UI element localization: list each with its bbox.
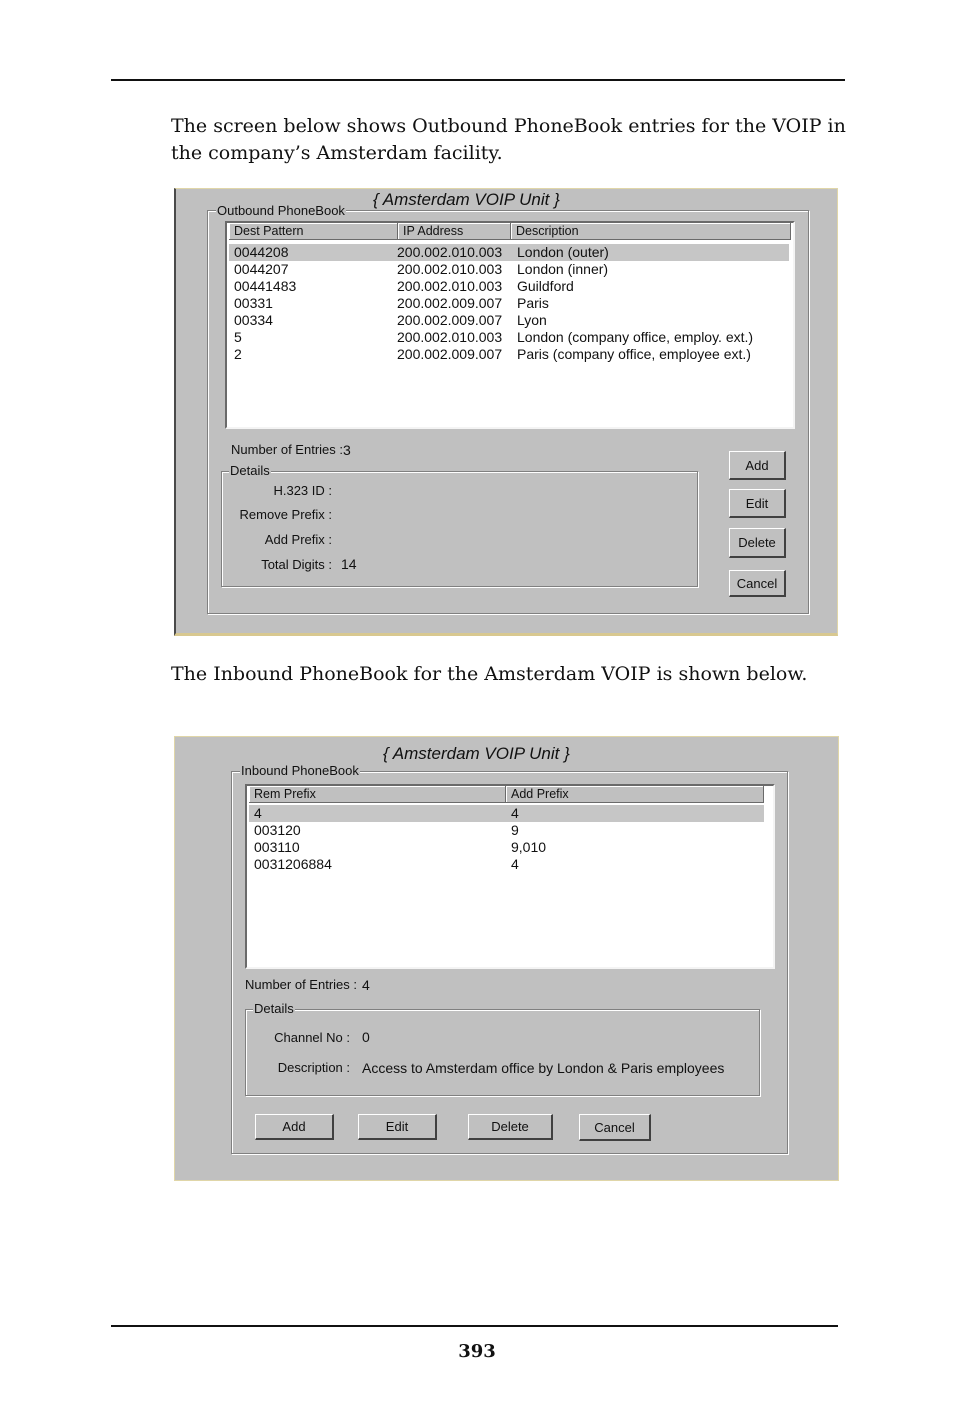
unit-title: { Amsterdam VOIP Unit } bbox=[373, 190, 560, 209]
add-prefix-cell: 4 bbox=[511, 805, 519, 821]
h323-id-label: H.323 ID : bbox=[273, 483, 332, 498]
entries-count-value: 4 bbox=[362, 977, 370, 993]
dest-pattern-cell: 00331 bbox=[234, 295, 273, 311]
rem-prefix-cell: 003110 bbox=[254, 839, 300, 855]
edit-button[interactable]: Edit bbox=[358, 1114, 437, 1140]
add-button[interactable]: Add bbox=[729, 451, 786, 480]
rem-prefix-cell: 0031206884 bbox=[254, 856, 332, 872]
table-row[interactable] bbox=[229, 244, 789, 261]
remove-prefix-label: Remove Prefix : bbox=[239, 507, 332, 522]
dest-pattern-cell: 0044207 bbox=[234, 261, 289, 277]
description-cell: Paris bbox=[517, 295, 549, 311]
unit-title: { Amsterdam VOIP Unit } bbox=[383, 744, 570, 763]
intro-line-2: the company’s Amsterdam facility. bbox=[171, 142, 503, 164]
description-value: Access to Amsterdam office by London & Paris employees bbox=[362, 1060, 725, 1076]
description-cell: London (inner) bbox=[517, 261, 609, 277]
ip-address-cell: 200.002.010.003 bbox=[397, 261, 503, 277]
entries-count-label: Number of Entries : bbox=[231, 442, 343, 457]
description-cell: Paris (company office, employee ext.) bbox=[517, 346, 751, 362]
description-cell: Lyon bbox=[517, 312, 547, 328]
page-number: 393 bbox=[458, 1341, 496, 1362]
outbound-phonebook-label: Outbound PhoneBook bbox=[217, 203, 345, 218]
channel-no-value: 0 bbox=[362, 1029, 370, 1045]
dest-pattern-cell: 0044208 bbox=[234, 244, 289, 260]
inbound-entries-list[interactable] bbox=[245, 784, 775, 969]
inbound-phonebook-label: Inbound PhoneBook bbox=[241, 763, 359, 778]
edit-button[interactable]: Edit bbox=[729, 489, 786, 518]
channel-no-label: Channel No : bbox=[274, 1030, 350, 1045]
add-prefix-label: Add Prefix : bbox=[264, 532, 332, 547]
total-digits-label: Total Digits : bbox=[261, 557, 332, 572]
delete-button[interactable]: Delete bbox=[468, 1114, 553, 1140]
dest-pattern-cell: 2 bbox=[234, 346, 242, 362]
ip-address-cell: 200.002.009.007 bbox=[397, 295, 503, 311]
column-header-ip-address[interactable]: IP Address bbox=[398, 223, 511, 240]
description-cell: Guildford bbox=[517, 278, 574, 294]
table-row[interactable] bbox=[249, 856, 764, 873]
details-group bbox=[245, 1009, 760, 1096]
intro-line-1: The screen below shows Outbound PhoneBook entries for the VOIP in bbox=[171, 115, 846, 137]
column-header-description[interactable]: Description bbox=[511, 223, 791, 240]
description-cell: London (outer) bbox=[517, 244, 609, 260]
inbound-phonebook-screenshot bbox=[174, 736, 839, 1181]
cancel-button[interactable]: Cancel bbox=[579, 1114, 651, 1141]
table-row[interactable] bbox=[229, 261, 789, 278]
table-row[interactable] bbox=[229, 278, 789, 295]
table-row[interactable] bbox=[229, 312, 789, 329]
rem-prefix-cell: 003120 bbox=[254, 822, 301, 838]
cancel-button[interactable]: Cancel bbox=[729, 570, 786, 597]
column-header-add-prefix[interactable]: Add Prefix bbox=[506, 786, 764, 803]
add-prefix-cell: 9,010 bbox=[511, 839, 547, 855]
delete-button[interactable]: Delete bbox=[729, 528, 786, 558]
table-row[interactable] bbox=[229, 346, 789, 363]
table-row[interactable] bbox=[249, 839, 764, 856]
ip-address-cell: 200.002.010.003 bbox=[397, 278, 503, 294]
dest-pattern-cell: 5 bbox=[234, 329, 242, 345]
bottom-rule bbox=[111, 1325, 838, 1327]
table-row[interactable] bbox=[229, 329, 789, 346]
ip-address-cell: 200.002.010.003 bbox=[397, 244, 503, 260]
intro-paragraph bbox=[171, 113, 851, 167]
table-row[interactable] bbox=[249, 805, 764, 822]
top-rule bbox=[111, 79, 845, 81]
outbound-phonebook-screenshot bbox=[174, 188, 838, 636]
entries-count-value: 3 bbox=[343, 442, 351, 458]
ip-address-cell: 200.002.009.007 bbox=[397, 346, 503, 362]
dest-pattern-cell: 00334 bbox=[234, 312, 273, 328]
column-header-dest-pattern[interactable]: Dest Pattern bbox=[229, 223, 398, 240]
details-label: Details bbox=[254, 1001, 294, 1016]
outbound-entries-list[interactable] bbox=[225, 221, 795, 429]
description-cell: London (company office, employ. ext.) bbox=[517, 329, 754, 345]
total-digits-value: 14 bbox=[341, 556, 357, 572]
dest-pattern-cell: 00441483 bbox=[234, 278, 297, 294]
table-row[interactable] bbox=[249, 822, 764, 839]
ip-address-cell: 200.002.009.007 bbox=[397, 312, 503, 328]
details-label: Details bbox=[230, 463, 270, 478]
add-prefix-cell: 4 bbox=[511, 856, 519, 872]
inbound-paragraph: The Inbound PhoneBook for the Amsterdam VOIP is shown below. bbox=[171, 663, 808, 685]
add-prefix-cell: 9 bbox=[511, 822, 519, 838]
entries-count-label: Number of Entries : bbox=[245, 977, 357, 992]
description-label: Description : bbox=[277, 1060, 350, 1075]
table-row[interactable] bbox=[229, 295, 789, 312]
add-button[interactable]: Add bbox=[255, 1114, 334, 1140]
rem-prefix-cell: 4 bbox=[254, 805, 262, 821]
column-header-rem-prefix[interactable]: Rem Prefix bbox=[249, 786, 506, 803]
ip-address-cell: 200.002.010.003 bbox=[397, 329, 503, 345]
